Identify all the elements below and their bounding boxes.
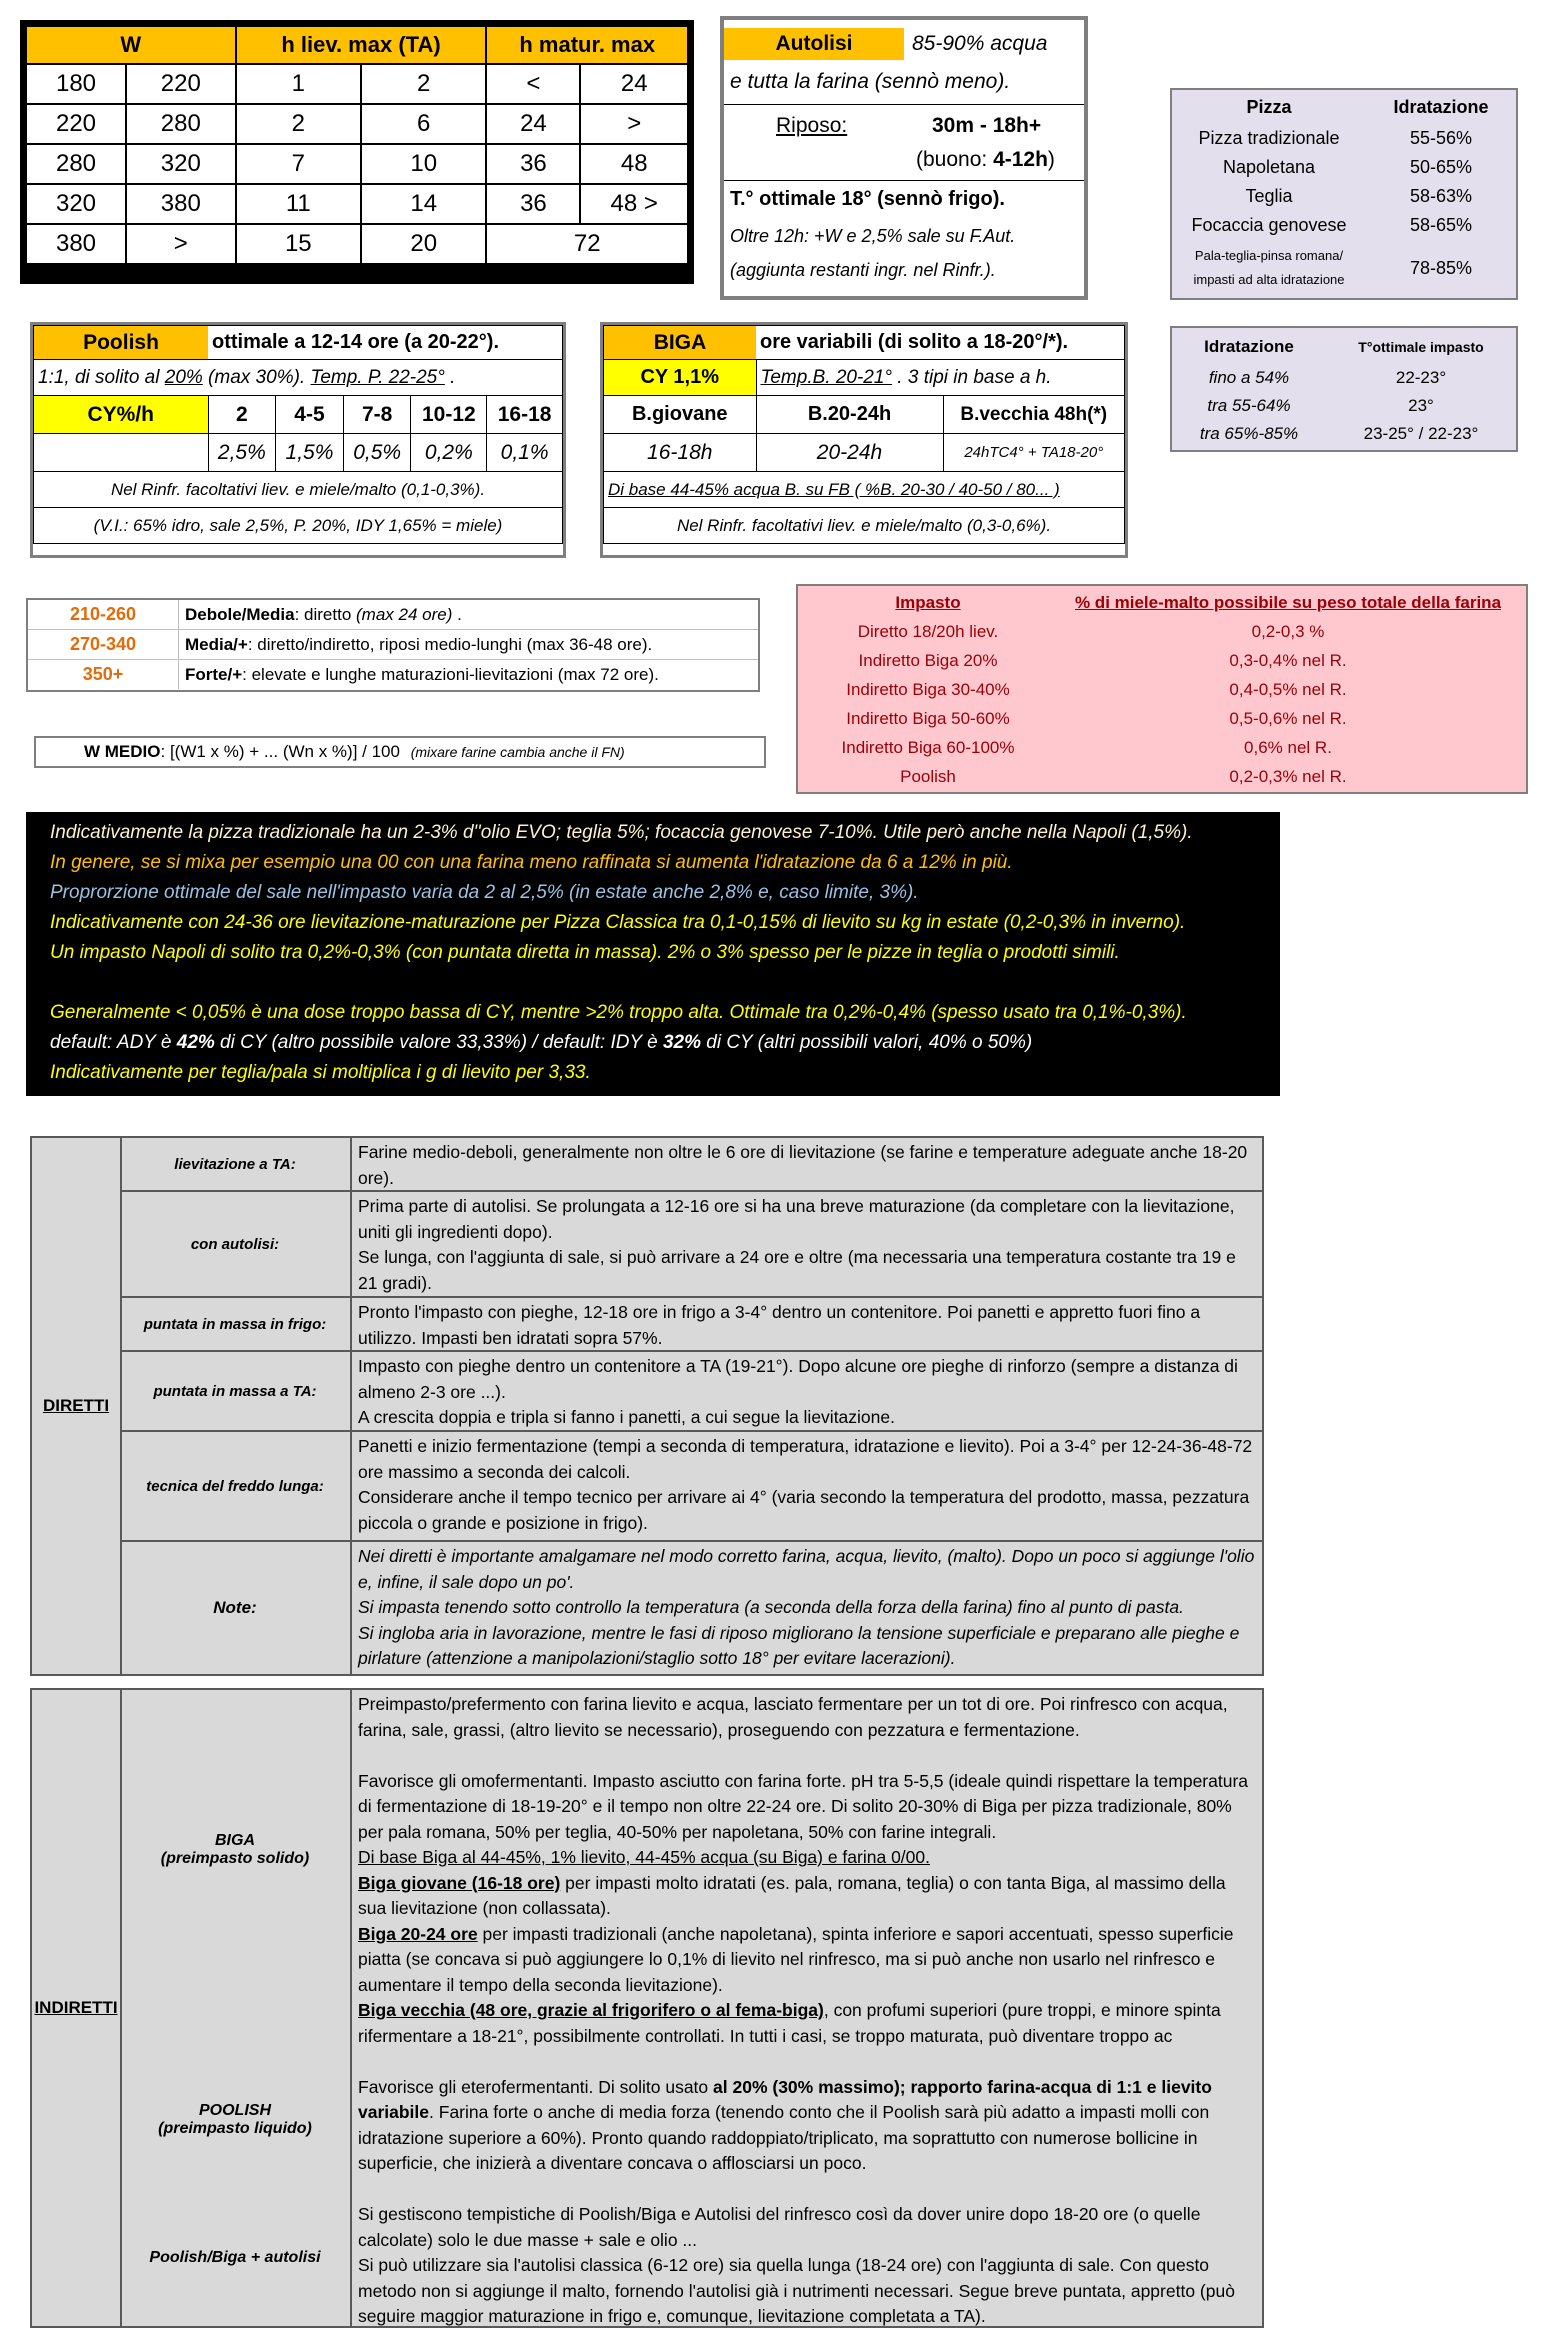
autolisi-box <box>720 16 1088 300</box>
poolish-sublabel: (preimpasto liquido) <box>158 2120 312 2137</box>
buono-prefix: (buono: <box>916 148 994 171</box>
biga-text: Favorisce gli omofermentanti. Impasto asciutto con farina forte. pH tra 5-5,5 (ideale quindi rispettare la temperatura di fermentazione di 18-19-20° e il tempo non oltre 22-24 ore. Di solito 20-30% di Biga per pizza tradizionale, 80% per pala romana, 50% per teglia, 40-50% per napoletana, 50% con farine integrali. <box>358 1770 1249 1842</box>
poolish-note2: (V.I.: 65% idro, sale 2,5%, P. 20%, IDY 1,65% = miele) <box>34 508 563 544</box>
method-text: Farine medio-deboli, generalmente non oltre le 6 ore di lievitazione (se farine e temperature adeguate anche 18-20 ore). <box>358 1142 1248 1188</box>
riposo-label: Riposo: <box>776 114 848 137</box>
biga-type: B.20-24h <box>756 396 943 434</box>
biga-vecchia-text: , con profumi superiori (pure troppi, e minore spinta rifermentare a 18-21°, possibilmente controllati. In tutti i casi, se troppo maturata, può diventare troppo ac <box>358 2000 1221 2046</box>
method-row <box>120 1192 1262 1298</box>
cell: 20 <box>361 224 486 264</box>
table-header <box>798 588 1526 617</box>
poolish-text-c: . Farina forte o anche di media forza (tenendo conto che il Poolish sarà più adatto a impasti molli con idratazione superiore a 60%). Pronto quando raddoppiato/triplicato, ma soprattutto con numerose bollicine in superficie, che inizierà a diventare concava o afflosciarsi un poco. <box>358 2102 1210 2173</box>
cell: 0,2-0,3 % <box>1251 622 1325 641</box>
cell: 0,3-0,4% nel R. <box>1229 651 1347 670</box>
header-impasto: Impasto <box>895 593 961 612</box>
w-row <box>26 104 688 144</box>
cell: 58-63% <box>1409 186 1473 206</box>
cell: 0,5-0,6% nel R. <box>1229 709 1347 728</box>
biga-2024-text: per impasti tradizionali (anche napoletana), spinta inferiore e sapori accentuati, spesso superficie piatta (se concava si può aggiungere lo 0,1% di lievito nel rinfresco, ma si può anche non usarlo nel rinfresco e aumentare il tempo della seconda lievitazione). <box>358 1923 1234 1995</box>
cell: < <box>486 64 580 104</box>
autolisi-oltre: Oltre 12h: +W e 2,5% sale su F.Aut. <box>730 226 1016 246</box>
cell: fino a 54% <box>1208 368 1290 387</box>
note-line: Un impasto Napoli di solito tra 0,2%-0,3% (con puntata diretta in massa). 2% o 3% spesso per le pizze in teglia o prodotti simili. <box>50 942 1120 963</box>
biga-hours: 24hTC4° + TA18-20° <box>943 434 1125 472</box>
cell: 180 <box>26 64 126 104</box>
cell: 0,6% nel R. <box>1244 738 1332 757</box>
method-label: tecnica del freddo lunga: <box>120 1432 352 1540</box>
w-table-grid <box>25 25 689 265</box>
poolish-temp: Temp. P. 22-25° <box>310 366 445 388</box>
combo-label: Poolish/Biga + autolisi <box>149 2249 321 2266</box>
cell: tra 65%-85% <box>1199 424 1299 443</box>
poolish-note1: Nel Rinfr. facoltativi liev. e miele/malto (0,1-0,3%). <box>34 472 563 508</box>
method-text: Pronto l'impasto con pieghe, 12-18 ore in frigo a 3-4° dentro un contenitore. Poi panetti e appretto fuori fino a utilizzo. Impasti ben idratati sopra 57%. <box>358 1302 1201 1348</box>
note-ady-value: 42% <box>176 1032 215 1053</box>
cell: 50-65% <box>1409 157 1473 177</box>
cell: 11 <box>236 184 361 224</box>
cell: Indiretto Biga 50-60% <box>846 709 1010 728</box>
method-row <box>120 1432 1262 1542</box>
w-medio-box <box>34 736 766 768</box>
poolish-ratio: 1:1, di solito al <box>38 366 165 388</box>
w-row <box>26 224 688 264</box>
poolish-text-b: al 20% (30% massimo); rapporto farina-acqua di 1:1 e lievito variabile <box>358 2076 1212 2122</box>
w-class-label: Media/+ <box>185 634 248 654</box>
idratazione-temp-table <box>1170 326 1518 452</box>
cell: 380 <box>26 224 126 264</box>
cell: 320 <box>26 184 126 224</box>
w-range: 350+ <box>28 660 179 689</box>
percent-cell: 2,5% <box>208 434 276 472</box>
w-class-row <box>28 600 758 630</box>
method-label: puntata in massa a TA: <box>120 1352 352 1430</box>
table-row <box>1172 182 1516 210</box>
table-header <box>1172 94 1516 120</box>
method-text: Panetti e inizio fermentazione (tempi a seconda di temperatura, idratazione e lievito). Poi a 3-4° per 12-24-36-48-72 ore massimo a seconda dei calcoli. <box>358 1436 1253 1482</box>
indiretti-section <box>30 1688 1264 2328</box>
pizza-idratazione-table <box>1170 88 1518 300</box>
poolish-title: Poolish <box>34 326 209 360</box>
table-row <box>1172 420 1516 448</box>
note-line: Indicativamente con 24-36 ore lievitazione-maturazione per Pizza Classica tra 0,1-0,15% di lievito su kg in estate (0,2-0,3% in inverno). <box>50 912 1186 933</box>
biga-type: B.giovane <box>604 396 757 434</box>
method-label: lievitazione a TA: <box>120 1138 352 1190</box>
cell: 55-56% <box>1409 128 1473 148</box>
note-mid: di CY (altro possibile valore 33,33%) / default: IDY è <box>214 1032 663 1053</box>
method-text: A crescita doppia e tripla si fanno i panetti, a cui segue la lievitazione. <box>358 1407 895 1427</box>
table-row <box>798 762 1526 791</box>
table-row <box>1172 392 1516 420</box>
notes-black-box <box>26 812 1280 1096</box>
w-row <box>26 144 688 184</box>
riposo-value: 30m - 18h+ <box>932 114 1042 137</box>
note-line: Indicativamente la pizza tradizionale ha un 2-3% d''olio EVO; teglia 5%; focaccia genovese 7-10%. Utile però anche nella Napoli (1,5%). <box>50 822 1193 843</box>
header-idratazione: Idratazione <box>1204 337 1294 356</box>
biga-box <box>600 322 1128 558</box>
percent-cell: 1,5% <box>276 434 344 472</box>
table-row <box>798 646 1526 675</box>
cell: 280 <box>26 144 126 184</box>
cell: 0,4-0,5% nel R. <box>1229 680 1347 699</box>
method-label: Note: <box>120 1542 352 1674</box>
cell: 36 <box>486 184 580 224</box>
w-class-label: Debole/Media <box>185 604 295 624</box>
cell: 320 <box>126 144 236 184</box>
table-row <box>798 617 1526 646</box>
miele-malto-table <box>796 584 1528 794</box>
note-end: di CY (altri possibili valori, 40% o 50%) <box>700 1032 1033 1053</box>
cell: 15 <box>236 224 361 264</box>
cell: Poolish <box>900 767 956 786</box>
biga-label: BIGA <box>215 1832 255 1849</box>
table-row <box>798 675 1526 704</box>
cell: 14 <box>361 184 486 224</box>
poolish-label: POOLISH <box>198 2102 271 2119</box>
method-row <box>120 1352 1262 1432</box>
biga-giovane-text: per impasti molto idratati (es. pala, romana, teglia) o con tanta Biga, al massimo della sua lievitazione (non collassata). <box>358 1872 1226 1918</box>
percent-cell: 0,1% <box>487 434 563 472</box>
autolisi-temp: T.° ottimale 18° (sennò frigo). <box>730 188 1005 210</box>
poolish-box <box>30 322 566 558</box>
note-line: Indicativamente per teglia/pala si moltiplica i g di lievito per 3,33. <box>50 1062 591 1083</box>
cell: > <box>580 104 688 144</box>
w-row <box>26 64 688 104</box>
w-table <box>20 20 694 284</box>
cell: Napoletana <box>1222 157 1316 177</box>
biga-type: B.vecchia 48h(*) <box>943 396 1125 434</box>
cell: 7 <box>236 144 361 184</box>
table-row <box>1172 211 1516 239</box>
biga-title: BIGA <box>604 326 757 360</box>
biga-vecchia-heading: Biga vecchia (48 ore, grazie al frigorifero o al fema-biga) <box>358 2000 824 2020</box>
percent-cell: 0,2% <box>411 434 487 472</box>
biga-text: Di base Biga al 44-45%, 1% lievito, 44-45% acqua (su Biga) e farina 0/00. <box>358 1847 930 1867</box>
indiretti-body <box>120 1690 1262 2326</box>
cell: 48 <box>580 144 688 184</box>
hours-cell: 16-18 <box>487 396 563 434</box>
biga-title-desc: ore variabili (di solito a 18-20°/*). <box>756 326 1125 360</box>
hours-cell: 2 <box>208 396 276 434</box>
buono-value: 4-12h <box>993 148 1048 171</box>
cell: 0,2-0,3% nel R. <box>1229 767 1347 786</box>
table-row <box>798 733 1526 762</box>
biga-cy: CY 1,1% <box>604 360 757 396</box>
cell: Pizza tradizionale <box>1198 128 1340 148</box>
table-row <box>1172 242 1516 294</box>
cell: 2 <box>361 64 486 104</box>
biga-2024-heading: Biga 20-24 ore <box>358 1923 478 1944</box>
cell: 380 <box>126 184 236 224</box>
w-range: 270-340 <box>28 630 179 659</box>
buono-suffix: ) <box>1047 148 1055 171</box>
cell: 1 <box>236 64 361 104</box>
cell: 48 > <box>580 184 688 224</box>
indiretti-category: INDIRETTI <box>32 1690 122 2326</box>
cell: 6 <box>361 104 486 144</box>
diretti-category: DIRETTI <box>32 1138 122 1674</box>
method-text: Si impasta tenendo sotto controllo la temperatura (a seconda della forza della farina) fino al punto di pasta. <box>358 1597 1184 1617</box>
note-line: In genere, se si mixa per esempio una 00 con una farina meno raffinata si aumenta l'idratazione da 6 a 12% in più. <box>50 852 1013 873</box>
biga-giovane-heading: Biga giovane (16-18 ore) <box>358 1872 561 1893</box>
w-class-row <box>28 660 758 689</box>
biga-temp: Temp.B. 20-21° <box>760 366 893 388</box>
method-text: Nei diretti è importante amalgamare nel modo corretto farina, acqua, lievito, (malto). Dopo un poco si aggiunge l'olio e, infine, il sale dopo un po'. <box>358 1546 1255 1592</box>
w-header: W <box>26 26 236 64</box>
w-classes-table <box>26 598 760 692</box>
cell: Diretto 18/20h liev. <box>857 622 999 641</box>
method-row <box>120 1542 1262 1674</box>
cell: 36 <box>486 144 580 184</box>
w-medio-formula: : [(W1 x %) + ... (Wn x %)] / 100 <box>160 742 400 761</box>
cell: 2 <box>236 104 361 144</box>
table-header <box>1172 334 1516 360</box>
table-row <box>798 704 1526 733</box>
autolisi-title: Autolisi <box>724 28 904 60</box>
cell: > <box>126 224 236 264</box>
cell: 24 <box>486 104 580 144</box>
cell: Indiretto Biga 30-40% <box>846 680 1010 699</box>
w-class-desc: : elevate e lunghe maturazioni-lievitazioni (max 72 ore). <box>242 664 659 684</box>
method-text: Impasto con pieghe dentro un contenitore a TA (19-21°). Dopo alcune ore pieghe di rinforzo (sempre a distanza di almeno 2-3 ore ...). <box>358 1356 1238 1402</box>
cell: 78-85% <box>1409 258 1473 278</box>
method-row <box>120 1298 1262 1352</box>
biga-temp-b: . 3 tipi in base a h. <box>892 366 1052 388</box>
w-class-desc: : diretto <box>294 604 357 624</box>
w-range: 210-260 <box>28 600 179 629</box>
cell: 220 <box>26 104 126 144</box>
w-class-desc: : diretto/indiretto, riposi medio-lunghi (max 36-48 ore). <box>247 634 653 654</box>
cy-label: CY%/h <box>34 396 209 434</box>
method-row <box>120 1138 1262 1192</box>
w-medio-note: (mixare farine cambia anche il FN) <box>410 744 625 760</box>
cell: Indiretto Biga 20% <box>858 651 998 670</box>
header-pizza: Pizza <box>1246 97 1292 117</box>
hours-cell: 7-8 <box>343 396 411 434</box>
poolish-end: . <box>444 366 456 388</box>
poolish-title-desc: ottimale a 12-14 ore (a 20-22°). <box>208 326 563 360</box>
cell: 58-65% <box>1409 215 1473 235</box>
combo-text: Si gestiscono tempistiche di Poolish/Biga e Autolisi del rinfresco così da dover unire dopo 18-20 ore (o quelle calcolate) solo le due masse + sale e olio ... <box>358 2204 1201 2250</box>
header-percent: % di miele-malto possibile su peso totale della farina <box>1074 593 1502 612</box>
method-text: Considerare anche il tempo tecnico per arrivare ai 4° (varia secondo la temperatura del prodotto, massa, pezzatura piccola o grande e posizione in frigo). <box>358 1487 1250 1533</box>
table-row <box>1172 153 1516 181</box>
cell: 23-25° / 22-23° <box>1363 424 1479 443</box>
note-line: Proprorzione ottimale del sale nell'impasto varia da 2 al 2,5% (in estate anche 2,8% e, caso limite, 3%). <box>50 882 919 903</box>
diretti-section <box>30 1136 1264 1676</box>
table-row <box>1172 364 1516 392</box>
h-matur-header: h matur. max <box>486 26 688 64</box>
w-class-row <box>28 630 758 660</box>
header-idratazione: Idratazione <box>1393 97 1489 117</box>
method-text: Prima parte di autolisi. Se prolungata a 12-16 ore si ha una breve maturazione (da completare con la lievitazione, uniti gli ingredienti dopo). <box>358 1196 1235 1242</box>
note-line: Generalmente < 0,05% è una dose troppo bassa di CY, mentre >2% troppo alta. Ottimale tra 0,2%-0,4% (spesso usato tra 0,1%-0,3%). <box>50 1002 1187 1023</box>
poolish-max: (max 30%). <box>202 366 311 388</box>
note-idy-value: 32% <box>662 1032 701 1053</box>
percent-cell: 0,5% <box>343 434 411 472</box>
cell: 280 <box>126 104 236 144</box>
autolisi-line2: e tutta la farina (sennò meno). <box>730 70 1011 93</box>
cell: 72 <box>486 224 688 264</box>
hours-cell: 10-12 <box>411 396 487 434</box>
cell: 220 <box>126 64 236 104</box>
combo-text: Si può utilizzare sia l'autolisi classica (6-12 ore) sia quella lunga (18-24 ore) con l'aggiunta di sale. Con questo metodo non si aggiunge il malto, fornendo l'autolisi già i nutrimenti necessari. Segue breve puntata, appretto (può seguire maggior maturazione in frigo e, comunque, lievitazione completata a TA). <box>358 2255 1235 2326</box>
biga-hours: 16-18h <box>604 434 757 472</box>
w-row <box>26 184 688 224</box>
header-temp: T°ottimale impasto <box>1358 339 1484 355</box>
table-row <box>1172 124 1516 152</box>
poolish-text-a: Favorisce gli eterofermentanti. Di solito usato <box>358 2076 714 2097</box>
note-ady: default: ADY è <box>50 1032 177 1053</box>
w-medio-label: W MEDIO <box>84 742 161 761</box>
biga-note1: Di base 44-45% acqua B. su FB ( %B. 20-30 / 40-50 / 80... ) <box>604 472 1125 508</box>
w-class-note: (max 24 ore) <box>356 604 453 624</box>
biga-sublabel: (preimpasto solido) <box>160 1850 310 1867</box>
indiretti-intro: Preimpasto/prefermento con farina lievito e acqua, lasciato fermentare per un tot di ore. Poi rinfresco con acqua, farina, sale, grassi, (altro lievito se necessario), proseguendo con pezzatura e fermentazione. <box>358 1694 1228 1740</box>
cell: tra 55-64% <box>1207 396 1291 415</box>
method-label: puntata in massa in frigo: <box>120 1298 352 1350</box>
cell-line: impasti ad alta idratazione <box>1193 272 1345 287</box>
autolisi-aggiunta: (aggiunta restanti ingr. nel Rinfr.). <box>730 260 996 280</box>
cell: Indiretto Biga 60-100% <box>841 738 1015 757</box>
cell-line: Pala-teglia-pinsa romana/ <box>1194 248 1344 263</box>
cell: Focaccia genovese <box>1191 215 1347 235</box>
autolisi-line1: 85-90% acqua <box>912 32 1048 55</box>
cell: 23° <box>1408 396 1434 415</box>
method-text: Si ingloba aria in lavorazione, mentre le fasi di riposo migliorano la tensione superficiale e preparano alle pieghe e pirlature (attenzione a manipolazioni/staglio sotto 18° per evitare lacerazioni). <box>358 1622 1240 1668</box>
biga-note2: Nel Rinfr. facoltativi liev. e miele/malto (0,3-0,6%). <box>604 508 1125 544</box>
w-class-end: . <box>452 604 462 624</box>
h-liev-header: h liev. max (TA) <box>236 26 487 64</box>
cell: Teglia <box>1245 186 1293 206</box>
cell: 10 <box>361 144 486 184</box>
cell: 24 <box>580 64 688 104</box>
hours-cell: 4-5 <box>276 396 344 434</box>
poolish-pct: 20% <box>164 366 203 388</box>
method-label: con autolisi: <box>120 1192 352 1296</box>
biga-hours: 20-24h <box>756 434 943 472</box>
cell: 22-23° <box>1395 368 1447 387</box>
method-text: Se lunga, con l'aggiunta di sale, si può arrivare a 24 ore e oltre (ma necessaria una temperatura costante tra 19 e 21 gradi). <box>358 1247 1236 1293</box>
w-class-label: Forte/+ <box>185 664 243 684</box>
